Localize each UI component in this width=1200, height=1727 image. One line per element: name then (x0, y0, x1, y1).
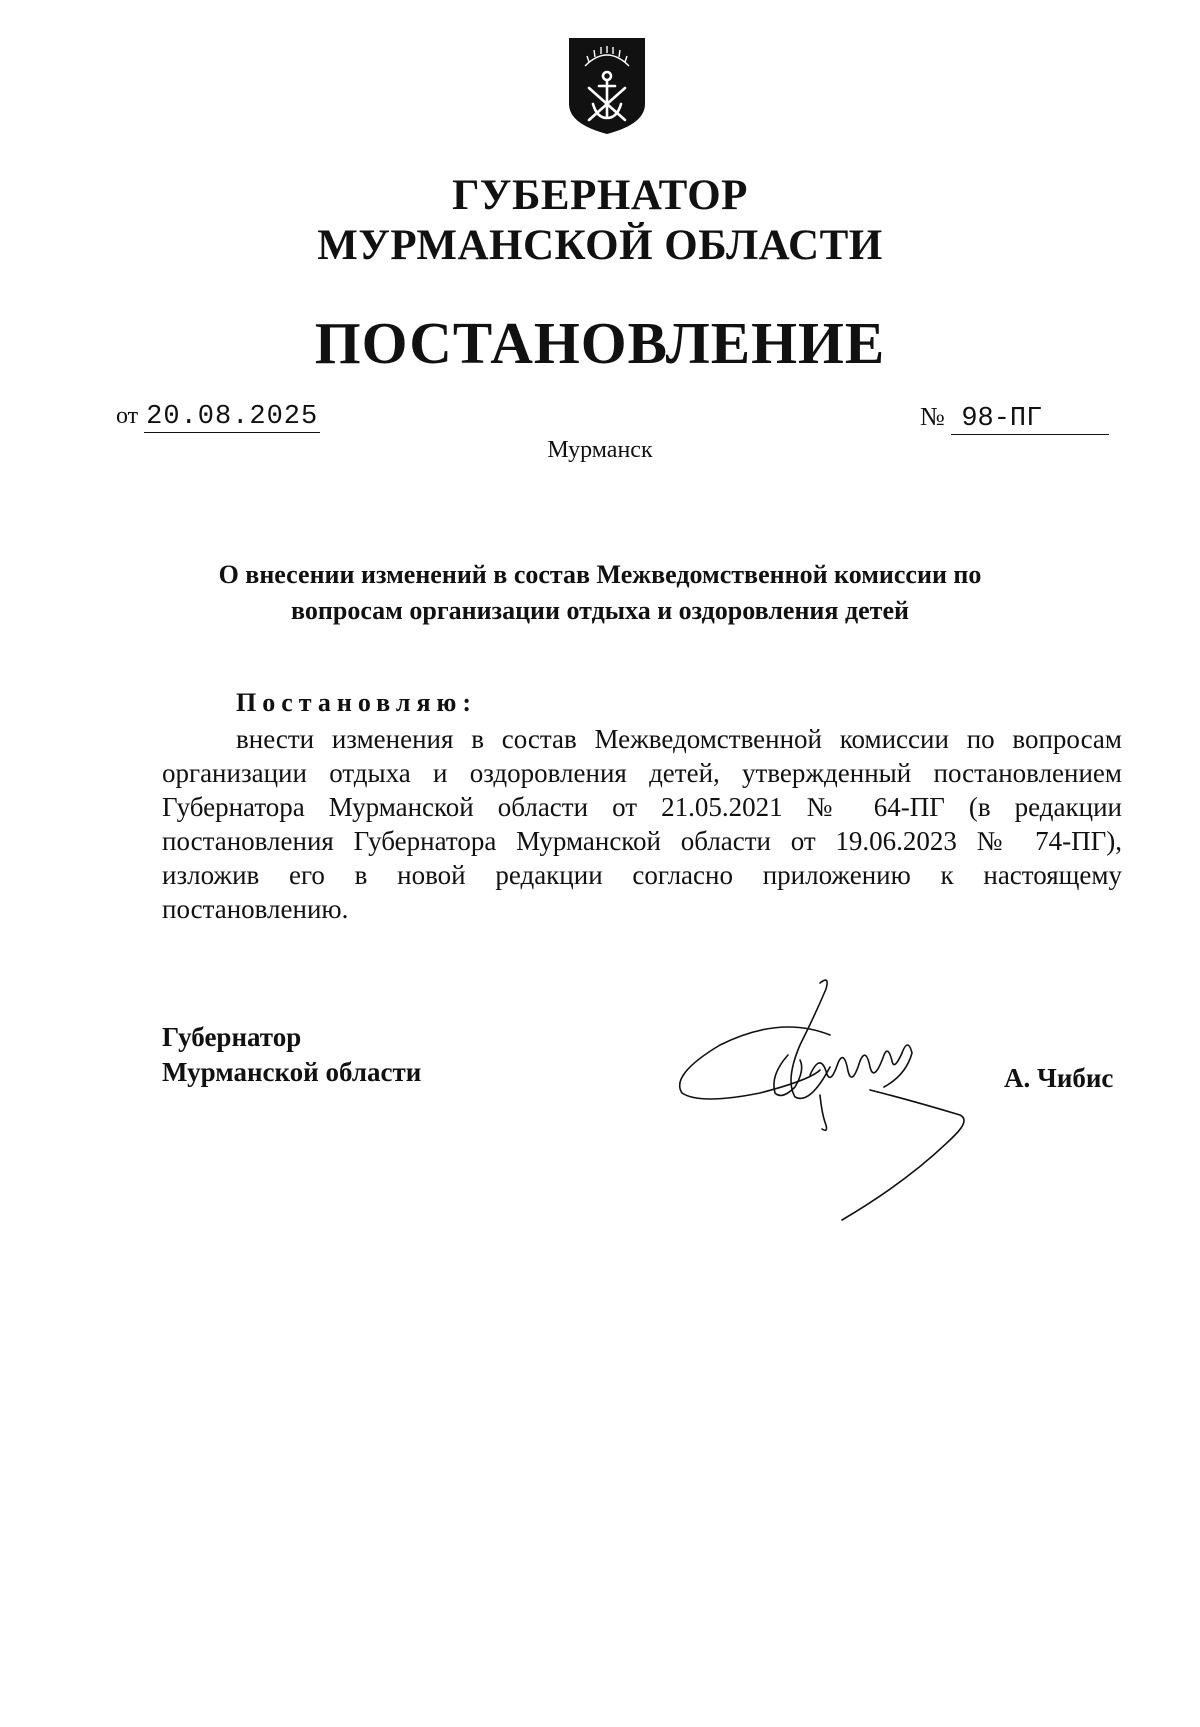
document-number (920, 402, 1109, 435)
signatory-position-line1: Губернатор (162, 1022, 302, 1052)
document-date (116, 402, 320, 432)
city-name: Мурманск (547, 437, 653, 463)
resolve-heading: Постановляю: (236, 688, 478, 717)
handwritten-signature (670, 975, 990, 1225)
date-value: 20.08.2025 (146, 402, 319, 432)
signatory-position (162, 1020, 421, 1090)
signatory-name: А. Чибис (1004, 1063, 1114, 1093)
signatory-position-line2: Мурманской области (162, 1057, 422, 1087)
document-subject: О внесении изменений в состав Межведомственной комиссии по вопросам организации отдыха и оздоровления детей (218, 560, 982, 625)
authority-title-line1: ГУБЕРНАТОР (452, 172, 748, 219)
document-type-heading: ПОСТАНОВЛЕНИЕ (314, 310, 886, 376)
resolution-body: внести изменения в состав Межведомственной комиссии по вопросам организации отдыха и оздоровления детей, утвержденный постановлением Губернатора Мурманской области от 21.05.2021 № 64-ПГ (в редакции постановления Губернатора Мурманской области от 19.06.2023 № 74-ПГ), изложив его в новой редакции согласно приложению к настоящему постановлению. (162, 724, 1122, 924)
authority-title-line2: МУРМАНСКОЙ ОБЛАСТИ (317, 222, 883, 269)
number-prefix: № (920, 402, 945, 431)
coat-of-arms-emblem (567, 36, 647, 136)
date-prefix: от (116, 403, 139, 429)
number-value: 98-ПГ (951, 404, 1109, 435)
